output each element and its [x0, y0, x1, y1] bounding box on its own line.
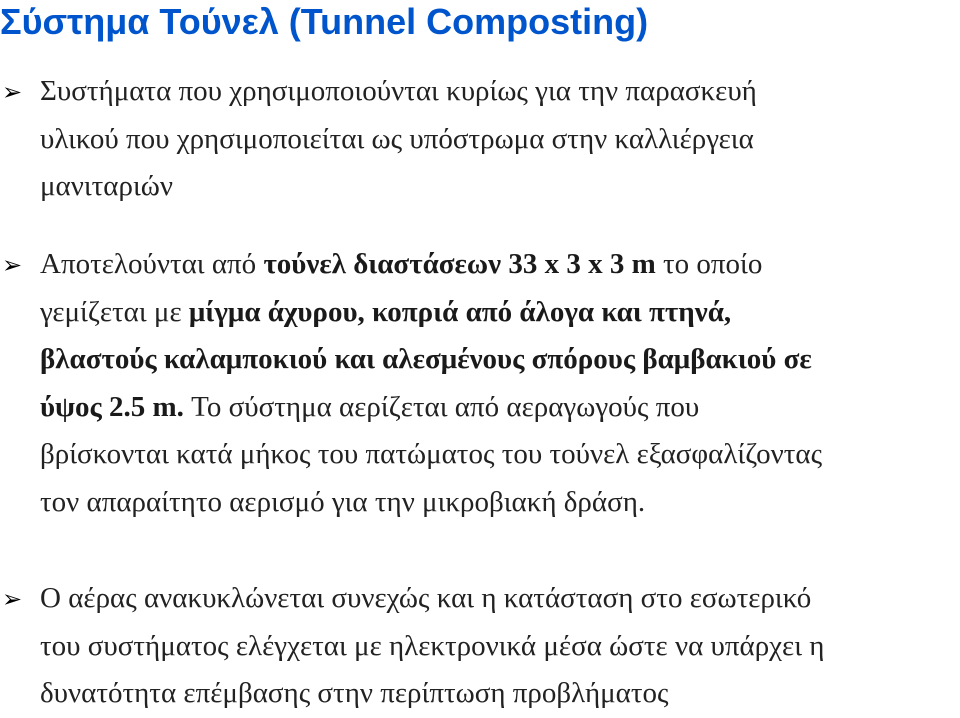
text-line: [40, 289, 958, 337]
text-line: [40, 623, 958, 671]
text-run: υλικού που χρησιμοποιείται ως υπόστρωμα στην καλλιέργεια: [40, 122, 754, 155]
text-line: [40, 575, 958, 623]
arrow-bullet-icon: ➢: [2, 585, 23, 613]
text-run: Αποτελούνται από: [40, 248, 264, 280]
text-run: βρίσκονται κατά μήκος του πατώματος του τούνελ εξασφαλίζοντας: [40, 438, 823, 470]
text-line: [40, 479, 958, 527]
text-run: τον απαραίτητο αερισμό για την μικροβιακή δράση.: [40, 485, 646, 518]
bold-text-run: ύψος 2.5 m.: [40, 390, 184, 423]
text-run: του συστήματος ελέγχεται με ηλεκτρονικά μέσα ώστε να υπάρχει η: [40, 629, 825, 662]
text-line: [40, 68, 958, 116]
text-line: [40, 670, 958, 718]
text-line: [40, 241, 958, 289]
bullet-text: [40, 241, 958, 526]
text-run: μανιταριών: [40, 170, 173, 202]
slide-title: Σύστημα Τούνελ (Tunnel Composting): [0, 1, 649, 42]
text-run: Ο αέρας ανακυκλώνεται συνεχώς και η κατάσταση στο εσωτερικό: [40, 582, 812, 614]
text-run: το οποίο: [655, 248, 763, 280]
text-run: Το σύστημα αερίζεται από αεραγωγούς που: [183, 390, 700, 423]
text-line: [40, 116, 958, 164]
bullet-text: [40, 68, 958, 211]
text-run: δυνατότητα επέμβασης στην περίπτωση προβλήματος: [40, 677, 669, 709]
text-line: [40, 163, 958, 211]
bullet-text: [40, 575, 958, 718]
text-run: γεμίζεται με: [40, 295, 189, 328]
arrow-bullet-icon: ➢: [2, 78, 23, 106]
text-run: Συστήματα που χρησιμοποιούνται κυρίως για την παρασκευή: [40, 75, 757, 107]
text-line: [40, 431, 958, 479]
bold-text-run: βλαστούς καλαμποκιού και αλεσμένους σπόρους βαμβακιού σε: [40, 343, 812, 375]
text-line: [40, 336, 958, 384]
arrow-bullet-icon: ➢: [2, 251, 23, 279]
bold-text-run: μίγμα άχυρου, κοπριά από άλογα και πτηνά,: [188, 295, 732, 328]
bold-text-run: τούνελ διαστάσεων 33 x 3 x 3 m: [263, 248, 656, 280]
text-line: [40, 384, 958, 432]
